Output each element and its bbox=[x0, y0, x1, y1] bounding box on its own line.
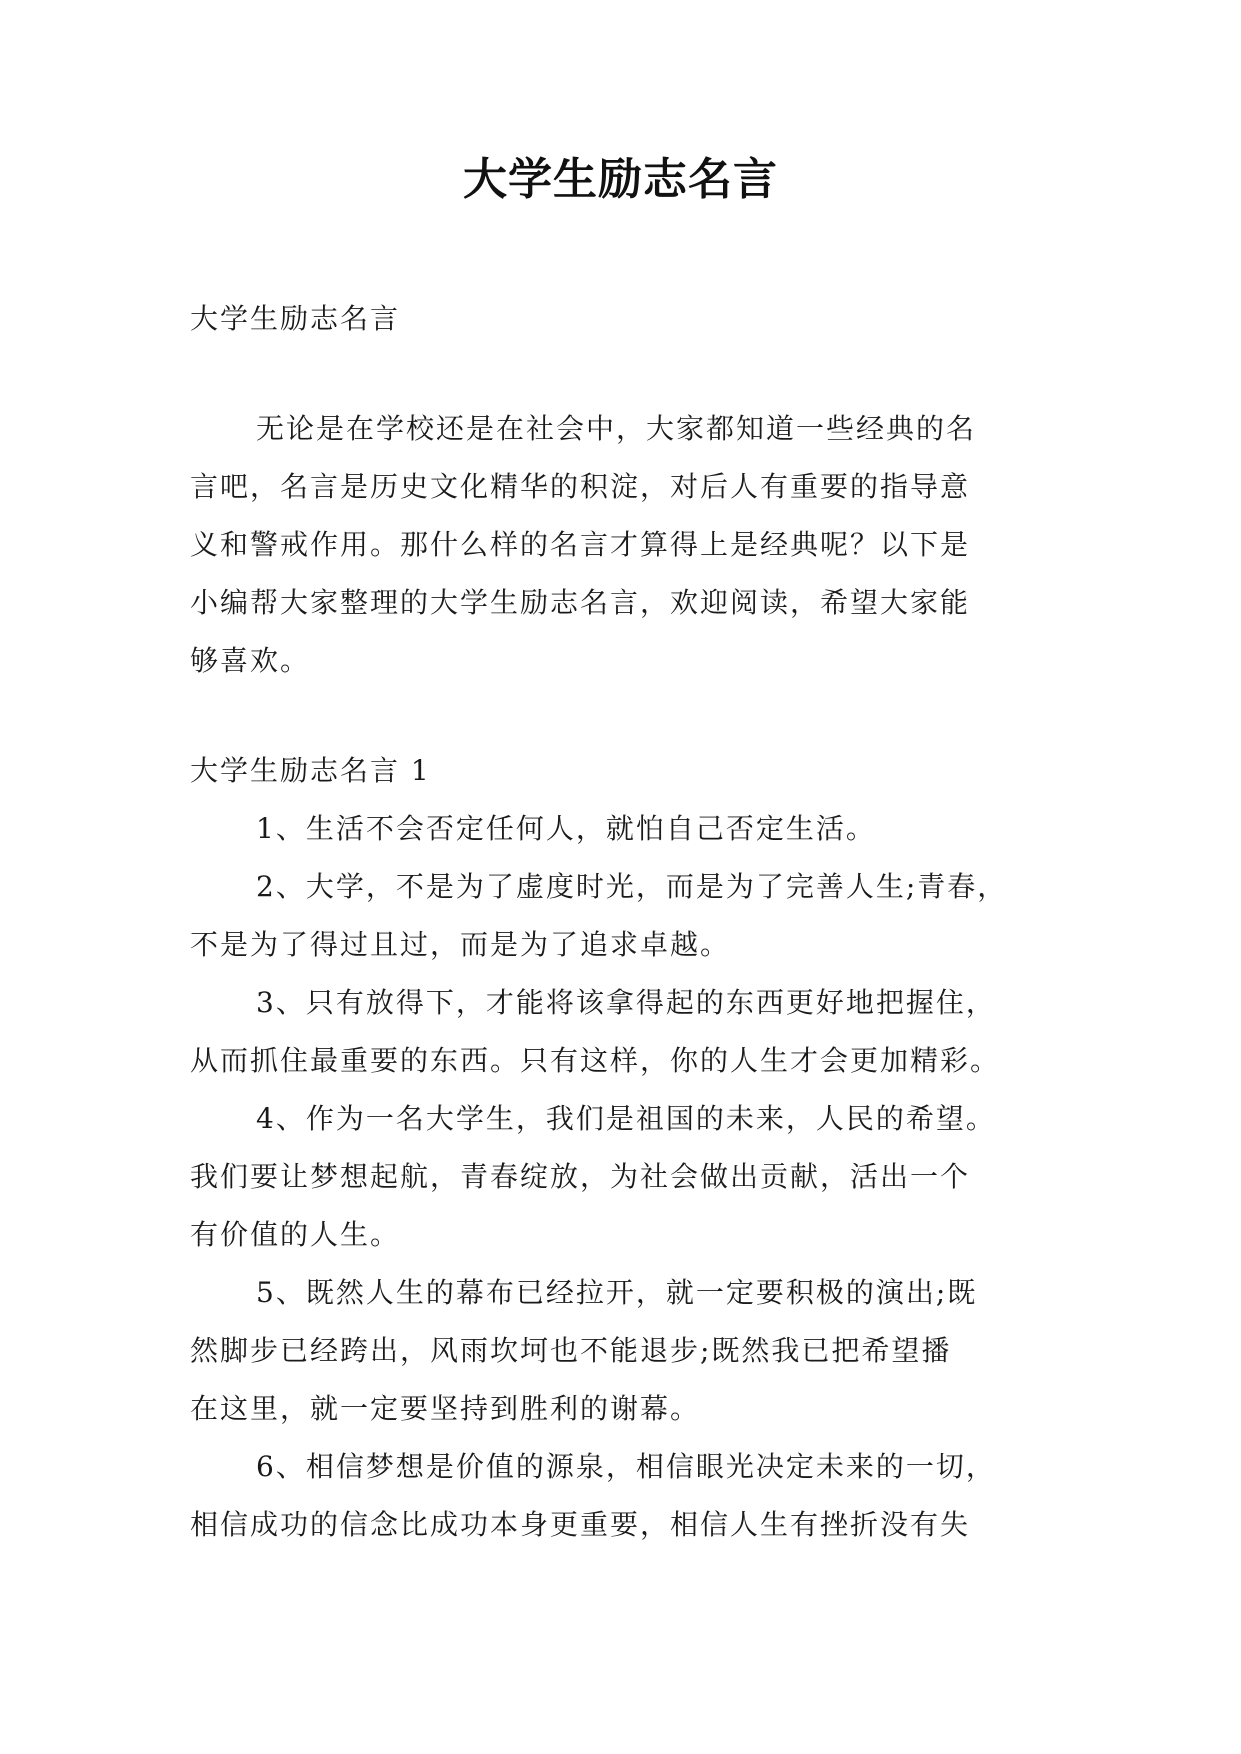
document-title: 大学生励志名言 bbox=[463, 154, 778, 205]
quote-line: 4、作为一名大学生，我们是祖国的未来，人民的希望。 bbox=[256, 1102, 996, 1135]
quote-line: 有价值的人生。 bbox=[190, 1218, 401, 1251]
quote-item bbox=[190, 1264, 1056, 1438]
intro-line: 无论是在学校还是在社会中，大家都知道一些经典的名 bbox=[256, 412, 977, 445]
quote-line: 我们要让梦想起航，青春绽放，为社会做出贡献，活出一个 bbox=[190, 1160, 971, 1193]
quote-item bbox=[190, 1438, 1056, 1554]
quote-line: 不是为了得过且过，而是为了追求卓越。 bbox=[190, 928, 731, 961]
intro-line: 言吧，名言是历史文化精华的积淀，对后人有重要的指导意 bbox=[190, 470, 971, 503]
quote-item bbox=[190, 1090, 1056, 1264]
document-body bbox=[190, 290, 1056, 1554]
intro-line: 义和警戒作用。那什么样的名言才算得上是经典呢？以下是 bbox=[190, 528, 971, 561]
quote-line: 2、大学，不是为了虚度时光，而是为了完善人生;青春， bbox=[256, 870, 1008, 903]
quote-line: 3、只有放得下，才能将该拿得起的东西更好地把握住， bbox=[256, 986, 996, 1019]
quote-item bbox=[190, 974, 1056, 1090]
intro-line: 小编帮大家整理的大学生励志名言，欢迎阅读，希望大家能 bbox=[190, 586, 971, 619]
quote-line: 6、相信梦想是价值的源泉，相信眼光决定未来的一切， bbox=[256, 1450, 996, 1483]
document-subtitle: 大学生励志名言 bbox=[190, 302, 401, 335]
quote-item bbox=[190, 800, 1056, 858]
quote-line: 在这里，就一定要坚持到胜利的谢幕。 bbox=[190, 1392, 701, 1425]
intro-paragraph bbox=[190, 400, 1056, 690]
intro-line: 够喜欢。 bbox=[190, 644, 311, 677]
quote-line: 然脚步已经跨出，风雨坎坷也不能退步;既然我已把希望播 bbox=[190, 1334, 952, 1367]
quote-line: 相信成功的信念比成功本身更重要，相信人生有挫折没有失 bbox=[190, 1508, 971, 1541]
section-heading: 大学生励志名言 1 bbox=[190, 754, 431, 787]
quote-item bbox=[190, 858, 1056, 974]
quote-line: 从而抓住最重要的东西。只有这样，你的人生才会更加精彩。 bbox=[190, 1044, 1001, 1077]
quote-line: 1、生活不会否定任何人，就怕自己否定生活。 bbox=[256, 812, 876, 845]
quote-line: 5、既然人生的幕布已经拉开，就一定要积极的演出;既 bbox=[256, 1276, 978, 1309]
